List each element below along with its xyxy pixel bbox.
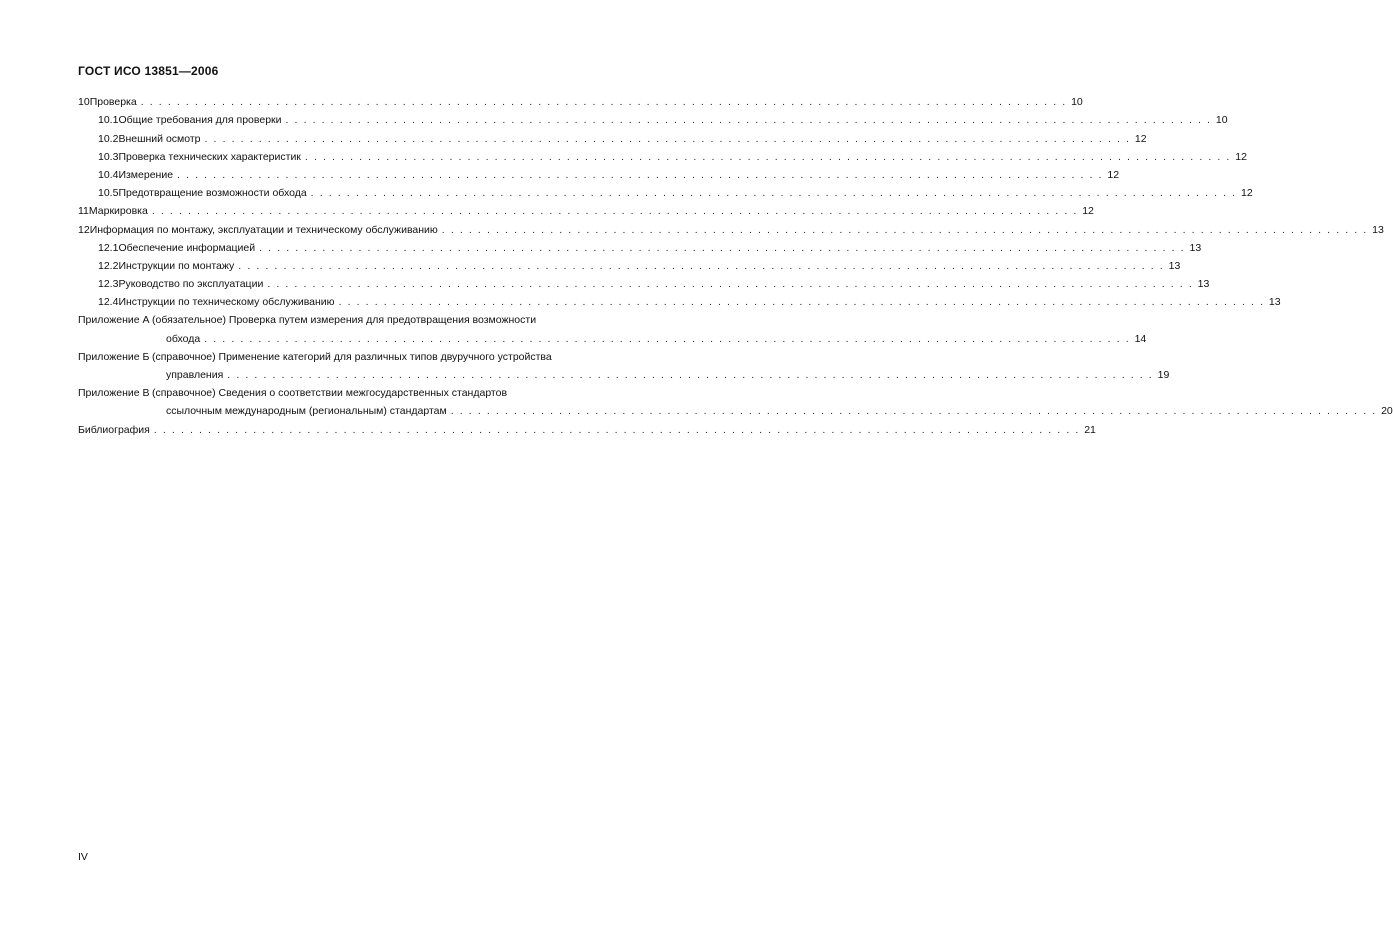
toc-entry-title: Проверка технических характеристик bbox=[118, 150, 301, 163]
toc-entry-page: 12 bbox=[1134, 132, 1147, 145]
dot-leader bbox=[259, 242, 1185, 255]
toc-entry-12-2[interactable] bbox=[78, 255, 1181, 273]
appendix-title-line-1: (обязательное) Проверка путем измерения для предотвращения возможности bbox=[152, 314, 537, 327]
toc-entry-number: 10.2 bbox=[98, 132, 119, 145]
appendix-title-line-1: (справочное) Сведения о соответствии межгосударственных стандартов bbox=[152, 387, 508, 400]
toc-entry-12-4[interactable] bbox=[78, 291, 1281, 309]
dot-leader bbox=[286, 114, 1212, 127]
toc-entry-number: 10 bbox=[78, 96, 90, 109]
toc-entry-title: Внешний осмотр bbox=[118, 132, 201, 145]
dot-leader bbox=[451, 405, 1377, 418]
appendix-title-line-2: ссылочным международным (региональным) стандартам bbox=[166, 405, 447, 418]
toc-entry-page: 13 bbox=[1372, 223, 1384, 236]
toc-entry-number: 11 bbox=[78, 205, 89, 218]
appendix-label: Приложение А bbox=[78, 314, 150, 327]
toc-entry-page: 20 bbox=[1381, 405, 1393, 418]
toc-entry-page: 13 bbox=[1189, 241, 1202, 254]
toc-entry-number: 12.2 bbox=[98, 259, 119, 272]
toc-entry-10-5[interactable] bbox=[78, 182, 1253, 200]
toc-entry-title: Информация по монтажу, эксплуатации и техническому обслуживанию bbox=[89, 223, 438, 236]
toc-entry-number: 12.1 bbox=[98, 241, 119, 254]
dot-leader bbox=[305, 151, 1231, 164]
toc-entry-12[interactable] bbox=[78, 218, 1384, 236]
toc-entry-10-3[interactable] bbox=[78, 146, 1247, 164]
dot-leader bbox=[177, 169, 1103, 182]
toc-entry-number: 10.1 bbox=[98, 114, 119, 127]
toc-entry-number: 10.4 bbox=[98, 168, 119, 181]
table-of-contents bbox=[78, 91, 1393, 437]
dot-leader bbox=[154, 424, 1080, 437]
appendix-label: Приложение Б bbox=[78, 350, 150, 363]
toc-entry-10-2[interactable] bbox=[78, 127, 1147, 145]
toc-entry-page: 12 bbox=[1082, 205, 1094, 218]
toc-entry-bibliography[interactable] bbox=[78, 418, 1096, 436]
toc-entry-title: Общие требования для проверки bbox=[118, 114, 282, 127]
dot-leader bbox=[238, 260, 1164, 273]
toc-entry-page: 13 bbox=[1197, 278, 1210, 291]
toc-entry-number: 12 bbox=[78, 223, 90, 236]
toc-entry-page: 10 bbox=[1071, 96, 1083, 109]
appendix-title-line-1: (справочное) Применение категорий для различных типов двуручного устройства bbox=[152, 350, 552, 363]
toc-entry-title: Инструкции по монтажу bbox=[118, 259, 235, 272]
toc-entry-page: 12 bbox=[1235, 150, 1247, 163]
toc-entry-10-1[interactable] bbox=[78, 109, 1228, 127]
toc-entry-10-4[interactable] bbox=[78, 164, 1120, 182]
dot-leader bbox=[141, 96, 1067, 109]
toc-entry-number: 12.4 bbox=[98, 296, 119, 309]
toc-entry-10[interactable] bbox=[78, 91, 1083, 109]
toc-entry-12-3[interactable] bbox=[78, 273, 1210, 291]
toc-entry-title: Инструкции по техническому обслуживанию bbox=[118, 296, 335, 309]
dot-leader bbox=[204, 333, 1130, 346]
toc-entry-number: 10.5 bbox=[98, 187, 119, 200]
toc-entry-page: 13 bbox=[1168, 259, 1181, 272]
toc-entry-appendix-a[interactable] bbox=[78, 309, 1147, 345]
dot-leader bbox=[442, 224, 1368, 237]
toc-entry-title: Проверка bbox=[89, 96, 137, 109]
toc-entry-12-1[interactable] bbox=[78, 237, 1202, 255]
dot-leader bbox=[152, 205, 1078, 218]
toc-entry-page: 12 bbox=[1107, 168, 1120, 181]
toc-entry-page: 14 bbox=[1134, 332, 1147, 345]
toc-entry-title: Предотвращение возможности обхода bbox=[118, 187, 307, 200]
toc-entry-title: Руководство по эксплуатации bbox=[118, 278, 264, 291]
page-number: IV bbox=[78, 851, 88, 863]
toc-entry-title: Измерение bbox=[118, 168, 174, 181]
toc-entry-page: 21 bbox=[1084, 423, 1096, 436]
toc-entry-11[interactable] bbox=[78, 200, 1094, 218]
toc-entry-page: 12 bbox=[1241, 187, 1253, 200]
dot-leader bbox=[339, 296, 1265, 309]
toc-entry-number: 10.3 bbox=[98, 150, 119, 163]
toc-entry-page: 10 bbox=[1215, 114, 1228, 127]
toc-entry-title: Обеспечение информацией bbox=[118, 241, 256, 254]
toc-entry-page: 13 bbox=[1268, 296, 1281, 309]
dot-leader bbox=[205, 133, 1131, 146]
dot-leader bbox=[267, 278, 1193, 291]
toc-entry-appendix-b[interactable] bbox=[78, 346, 1170, 382]
document-header: ГОСТ ИСО 13851—2006 bbox=[78, 64, 219, 78]
appendix-label: Приложение В bbox=[78, 387, 150, 400]
toc-entry-appendix-v[interactable] bbox=[78, 382, 1393, 418]
toc-entry-page: 19 bbox=[1157, 369, 1170, 381]
appendix-title-line-2: управления bbox=[166, 369, 224, 381]
toc-entry-title: Маркировка bbox=[88, 205, 148, 218]
dot-leader bbox=[311, 187, 1237, 200]
toc-entry-title: Библиография bbox=[78, 423, 150, 436]
appendix-title-line-2: обхода bbox=[166, 332, 201, 345]
dot-leader bbox=[227, 369, 1153, 382]
toc-entry-number: 12.3 bbox=[98, 278, 119, 291]
